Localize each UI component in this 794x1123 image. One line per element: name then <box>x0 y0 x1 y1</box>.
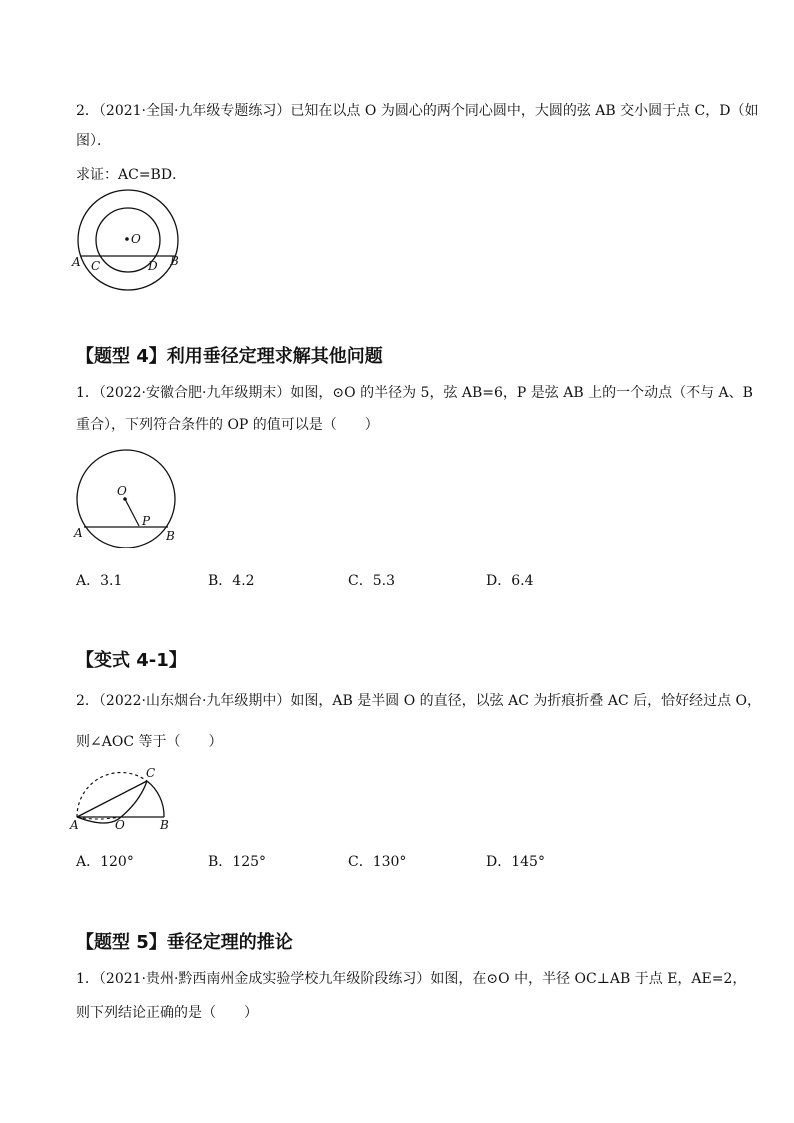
segment-op <box>125 499 139 526</box>
s5-q1-text-line1: 1．（2021·贵州·黔西南州金成实验学校九年级阶段练习）如图，在⊙O 中，半径 OC⊥AB 于点 E，AE=2， <box>76 971 747 987</box>
original-arc-dashed <box>77 772 147 817</box>
v41-q2-text-line1: 2．（2022·山东烟台·九年级期中）如图，AB 是半圆 O 的直径，以弦 AC 为折痕折叠 AC 后，恰好经过点 O， <box>76 693 762 709</box>
label-o: O <box>131 232 141 246</box>
s4-option-b: B．4.2 <box>208 573 255 589</box>
label-a: A <box>70 818 79 832</box>
center-point-o <box>125 237 129 241</box>
circle-chord-figure <box>66 448 191 548</box>
label-b: B <box>160 818 169 832</box>
q2-text-line1: 2．（2021·全国·九年级专题练习）已知在以点 O 为圆心的两个同心圆中，大圆的弦 AB 交小圆于点 C，D（如 <box>76 103 759 119</box>
label-a: A <box>74 526 83 540</box>
s4-option-a: A．3.1 <box>76 573 123 589</box>
variant-heading-4-1: 【变式 4-1】 <box>76 650 187 671</box>
v41-q2-text-line2: 则∠AOC 等于（ ） <box>76 734 223 750</box>
label-p: P <box>142 514 151 528</box>
s4-q1-text-line2: 重合），下列符合条件的 OP 的值可以是（ ） <box>76 417 379 433</box>
v41-option-d: D．145° <box>486 854 545 870</box>
chord-ac <box>77 781 147 817</box>
label-b: B <box>170 254 179 268</box>
v41-option-b: B．125° <box>208 854 267 870</box>
v41-option-a: A．120° <box>76 854 134 870</box>
label-a: A <box>72 255 81 269</box>
label-d: D <box>148 259 158 273</box>
label-o: O <box>115 818 125 832</box>
s4-option-d: D．6.4 <box>486 573 534 589</box>
s4-q1-text-line1: 1．（2022·安徽合肥·九年级期末）如图，⊙O 的半径为 5，弦 AB=6，P 是弦 AB 上的一个动点（不与 A、B <box>76 385 753 401</box>
label-c: C <box>91 259 101 273</box>
semicircle-fold-figure <box>68 763 178 833</box>
label-o: O <box>117 484 127 498</box>
q2-prove-statement: 求证：AC=BD． <box>76 167 187 183</box>
s5-q1-text-line2: 则下列结论正确的是（ ） <box>76 1005 258 1021</box>
q2-text-line2: 图）． <box>76 133 111 149</box>
s4-option-c: C．5.3 <box>348 573 395 589</box>
section-heading-5: 【题型 5】垂径定理的推论 <box>76 932 293 953</box>
label-b: B <box>166 529 175 543</box>
label-c: C <box>146 766 156 780</box>
section-heading-4: 【题型 4】利用垂径定理求解其他问题 <box>76 346 383 367</box>
arc-cb <box>147 781 164 817</box>
v41-option-c: C．130° <box>348 854 407 870</box>
concentric-circles-figure <box>70 188 190 298</box>
